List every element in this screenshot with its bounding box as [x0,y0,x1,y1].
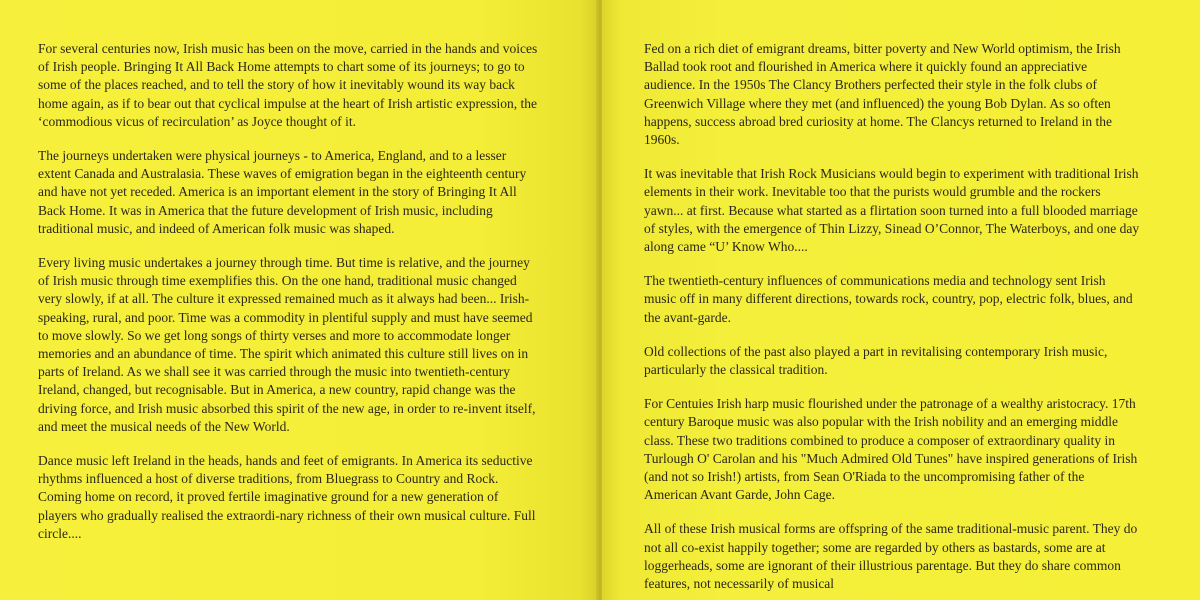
right-paragraph-6: All of these Irish musical forms are offspring of the same traditional-music parent. They do not all co-exist happily together; some are regarded by others as bastards, some are at loggerheads, some are ignorant of their illustrious parentage. But they do share common features, not necessarily of musical [644,521,1138,592]
left-paragraph-2: The journeys undertaken were physical journeys - to America, England, and to a lesser extent Canada and Australasia. These waves of emigration began in the eighteenth century and have not yet receded. America is an important element in the story of Bringing It All Back Home. It was in America that the future development of Irish music, including traditional music, and indeed of American folk music was shaped. [38,148,527,236]
right-paragraph-3: The twentieth-century influences of communications media and technology sent Irish music off in many different directions, towards rock, country, pop, electric folk, blues, and the avant-garde. [644,273,1133,325]
left-page [0,0,598,600]
right-paragraph-2: It was inevitable that Irish Rock Musicians would begin to experiment with traditional Irish elements in their work. Inevitable too that the purists would grumble and the rockers yawn... at first. Because what started as a flirtation soon turned into a full blooded marriage of styles, with the emergence of Thin Lizzy, Sinead O’Connor, The Waterboys, and one day along came “U’ Know Who.... [644,166,1140,255]
right-paragraph-5: For Centuies Irish harp music flourished under the patronage of a wealthy aristocracy. 17th century Baroque music was also popular with the Irish nobility and an emerging middle class. These two traditions combined to produce a composer of extraordinary quality in Turlough O' Carolan and his "Much Admired Old Tunes" have inspired generations of Irish (and not so Irish!) artists, from Sean O'Riada to the uncompromising father of the American Avant Garde, John Cage. [644,396,1138,503]
left-paragraph-1: For several centuries now, Irish music has been on the move, carried in the hands and voices of Irish people. Bringing It All Back Home attempts to chart some of its journeys; to go to some of the places reached, and to tell the story of how it inevitably wound its way back home again, as if to bear out that cyclical impulse at the heart of Irish artistic expression, the ‘commodious vicus of recirculation’ as Joyce thought of it. [38,41,538,129]
right-page [602,0,1200,600]
right-paragraph-1: Fed on a rich diet of emigrant dreams, bitter poverty and New World optimism, the Irish Ballad took root and flourished in America where it quickly found an appreciative audience. In the 1950s The Clancy Brothers perfected their style in the folk clubs of Greenwich Village where they met (and influenced) the young Bob Dylan. As so often happens, success abroad bred curiosity at home. The Clancys returned to Ireland in the 1960s. [644,41,1121,148]
right-paragraph-4: Old collections of the past also played a part in revitalising contemporary Irish music, particularly the classical tradition. [644,343,1108,378]
left-paragraph-4: Dance music left Ireland in the heads, hands and feet of emigrants. In America its seductive rhythms influenced a host of diverse traditions, from Bluegrass to Country and Rock. Coming home on record, it proved fertile imaginative ground for a new generation of players who gradually realised the extraordi-nary richness of their own musical culture. Full circle.... [38,453,536,541]
left-paragraph-3: Every living music undertakes a journey through time. But time is relative, and the journey of Irish music through time exemplifies this. On the one hand, traditional music changed very slowly, if at all. The culture it expressed remained much as it always had been... Irish-speaking, rural, and poor. Time was a commodity in plentiful supply and must have seemed to move slowly. So we get long songs of thirty verses and more to accommodate longer memories and an abundance of time. The spirit which animated this culture still lives on in parts of Ireland. As we shall see it was carried through the music into twentieth-century Ireland, changed, but recognisable. But in America, a new country, rapid change was the driving force, and Irish music absorbed this spirit of the new age, in order to re-invent itself, and meet the musical needs of the New World. [38,255,536,434]
